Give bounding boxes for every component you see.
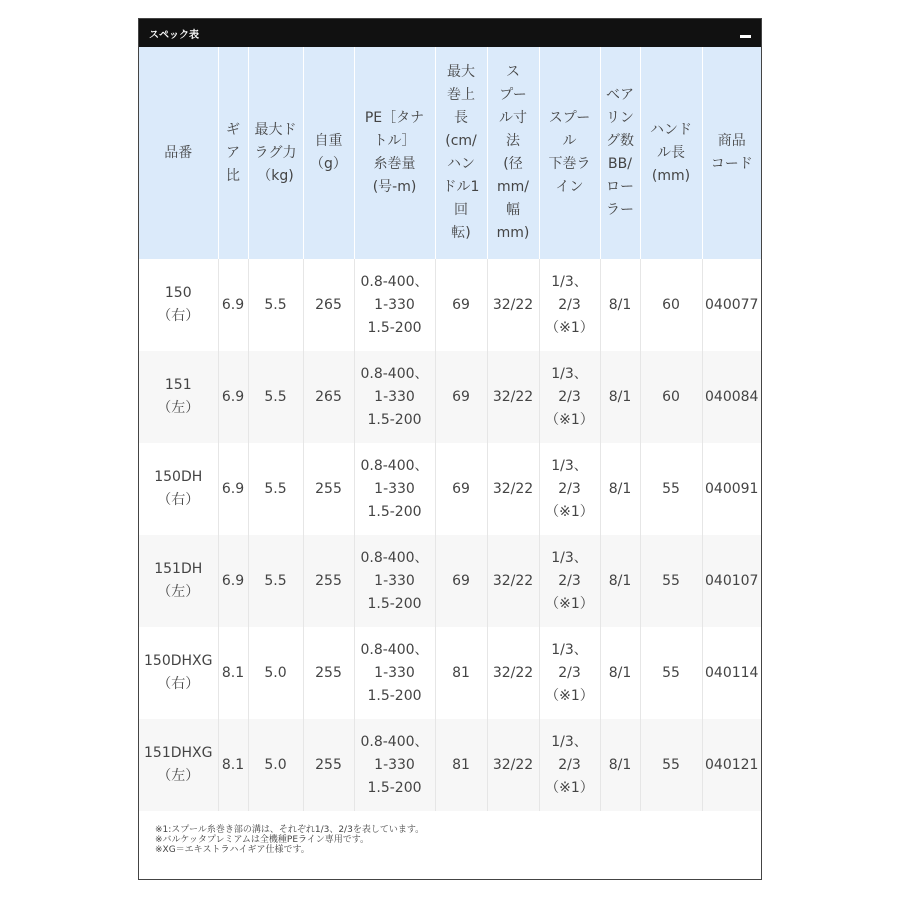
table-cell: 5.0: [248, 627, 303, 719]
table-cell: 8/1: [600, 443, 640, 535]
header-cell: ス プー ル寸 法 (径 mm/ 幅 mm): [487, 47, 539, 259]
table-row: [139, 351, 761, 443]
header-cell: 商品 コード: [702, 47, 761, 259]
header-cell: ハンド ル長 (mm): [640, 47, 702, 259]
table-cell: 8/1: [600, 627, 640, 719]
table-cell: 255: [303, 719, 354, 811]
header-cell: 品番: [139, 47, 218, 259]
table-cell: 150DH （右）: [139, 443, 218, 535]
table-cell: 150DHXG （右）: [139, 627, 218, 719]
table-cell: 0.8-400、 1-330 1.5-200: [354, 719, 435, 811]
table-cell: 5.5: [248, 535, 303, 627]
table-cell: 040121: [702, 719, 761, 811]
spec-panel: [138, 18, 762, 880]
table-cell: 1/3、 2/3 （※1）: [539, 627, 600, 719]
table-cell: 255: [303, 627, 354, 719]
table-cell: 32/22: [487, 535, 539, 627]
table-cell: 040091: [705, 480, 759, 497]
minus-icon[interactable]: [740, 26, 752, 40]
table-cell: 1/3、 2/3 （※1）: [539, 443, 600, 535]
table-cell: 8/1: [600, 535, 640, 627]
table-cell: 8/1: [600, 259, 640, 351]
table-cell: 1/3、 2/3 （※1）: [539, 259, 600, 351]
table-cell: 5.5: [248, 351, 303, 443]
table-cell: 60: [640, 259, 702, 351]
table-cell: 32/22: [487, 259, 539, 351]
table-cell: 6.9: [218, 259, 248, 351]
table-cell: 55: [640, 535, 702, 627]
header-cell: ベア リン グ数 BB/ ロー ラー: [600, 47, 640, 259]
table-cell: 1/3、 2/3 （※1）: [539, 719, 600, 811]
table-cell: 55: [640, 719, 702, 811]
table-cell: 60: [640, 351, 702, 443]
table-cell: 32/22: [487, 351, 539, 443]
header-cell: ギ ア 比: [218, 47, 248, 259]
table-cell: 5.5: [248, 259, 303, 351]
table-cell: 8.1: [218, 719, 248, 811]
footnote: ※バルケッタプレミアムは全機種PEライン専用です。: [155, 835, 370, 845]
table-cell: 0.8-400、 1-330 1.5-200: [354, 351, 435, 443]
table-row: [139, 535, 761, 627]
table-cell: 1/3、 2/3 （※1）: [539, 535, 600, 627]
table-cell: 55: [640, 443, 702, 535]
table-cell: 8.1: [218, 627, 248, 719]
table-cell: 0.8-400、 1-330 1.5-200: [354, 535, 435, 627]
table-cell: 5.0: [248, 719, 303, 811]
table-cell: 1/3、 2/3 （※1）: [539, 351, 600, 443]
table-cell: 0.8-400、 1-330 1.5-200: [354, 443, 435, 535]
table-cell: 32/22: [487, 443, 539, 535]
table-cell: 255: [303, 535, 354, 627]
footnote: ※1:スプール糸巻き部の溝は、それぞれ1/3、2/3を表しています。: [155, 825, 425, 835]
table-cell: 55: [640, 627, 702, 719]
table-cell: 0.8-400、 1-330 1.5-200: [354, 259, 435, 351]
table-cell: 6.9: [218, 535, 248, 627]
spec-table: [139, 47, 761, 811]
header-cell: スプー ル 下巻ラ イン: [539, 47, 600, 259]
panel-title: スペック表: [149, 29, 199, 41]
table-cell: 040084: [702, 351, 761, 443]
footnotes: [139, 811, 761, 855]
table-header-row: [139, 47, 761, 259]
table-cell: 040107: [702, 535, 761, 627]
table-cell: 8/1: [600, 351, 640, 443]
table-cell: 32/22: [487, 719, 539, 811]
table-cell: 040114: [705, 664, 759, 681]
table-cell: 81: [435, 719, 487, 811]
table-cell: 151DH （左）: [139, 535, 218, 627]
header-cell: 最大ド ラグ力 （kg): [248, 47, 303, 259]
header-cell: 最大 巻上 長 (cm/ ハン ドル1 回 転): [435, 47, 487, 259]
spec-panel-header[interactable]: [139, 19, 761, 47]
table-cell: 265: [303, 259, 354, 351]
table-cell: 69: [435, 259, 487, 351]
footnote: ※XG＝エキストラハイギア仕様です。: [155, 845, 310, 855]
table-cell: 69: [435, 535, 487, 627]
table-cell: 5.5: [248, 443, 303, 535]
table-row: [139, 627, 761, 719]
table-cell: 255: [303, 443, 354, 535]
table-cell: 151 （左）: [139, 351, 218, 443]
table-cell: 6.9: [218, 443, 248, 535]
table-cell: 69: [435, 351, 487, 443]
table-cell: 69: [435, 443, 487, 535]
table-cell: 265: [303, 351, 354, 443]
table-row: [139, 443, 761, 535]
header-cell: PE［タナ トル］ 糸巻量 (号-m): [354, 47, 435, 259]
table-cell: 0.8-400、 1-330 1.5-200: [354, 627, 435, 719]
table-cell: 32/22: [487, 627, 539, 719]
table-cell: 151DHXG （左）: [139, 719, 218, 811]
table-row: [139, 259, 761, 351]
table-cell: 6.9: [218, 351, 248, 443]
header-cell: 自重 （g）: [303, 47, 354, 259]
table-cell: 81: [435, 627, 487, 719]
table-cell: 8/1: [600, 719, 640, 811]
table-row: [139, 719, 761, 811]
table-cell: 040077: [705, 296, 759, 313]
table-cell: 150 （右）: [139, 259, 218, 351]
